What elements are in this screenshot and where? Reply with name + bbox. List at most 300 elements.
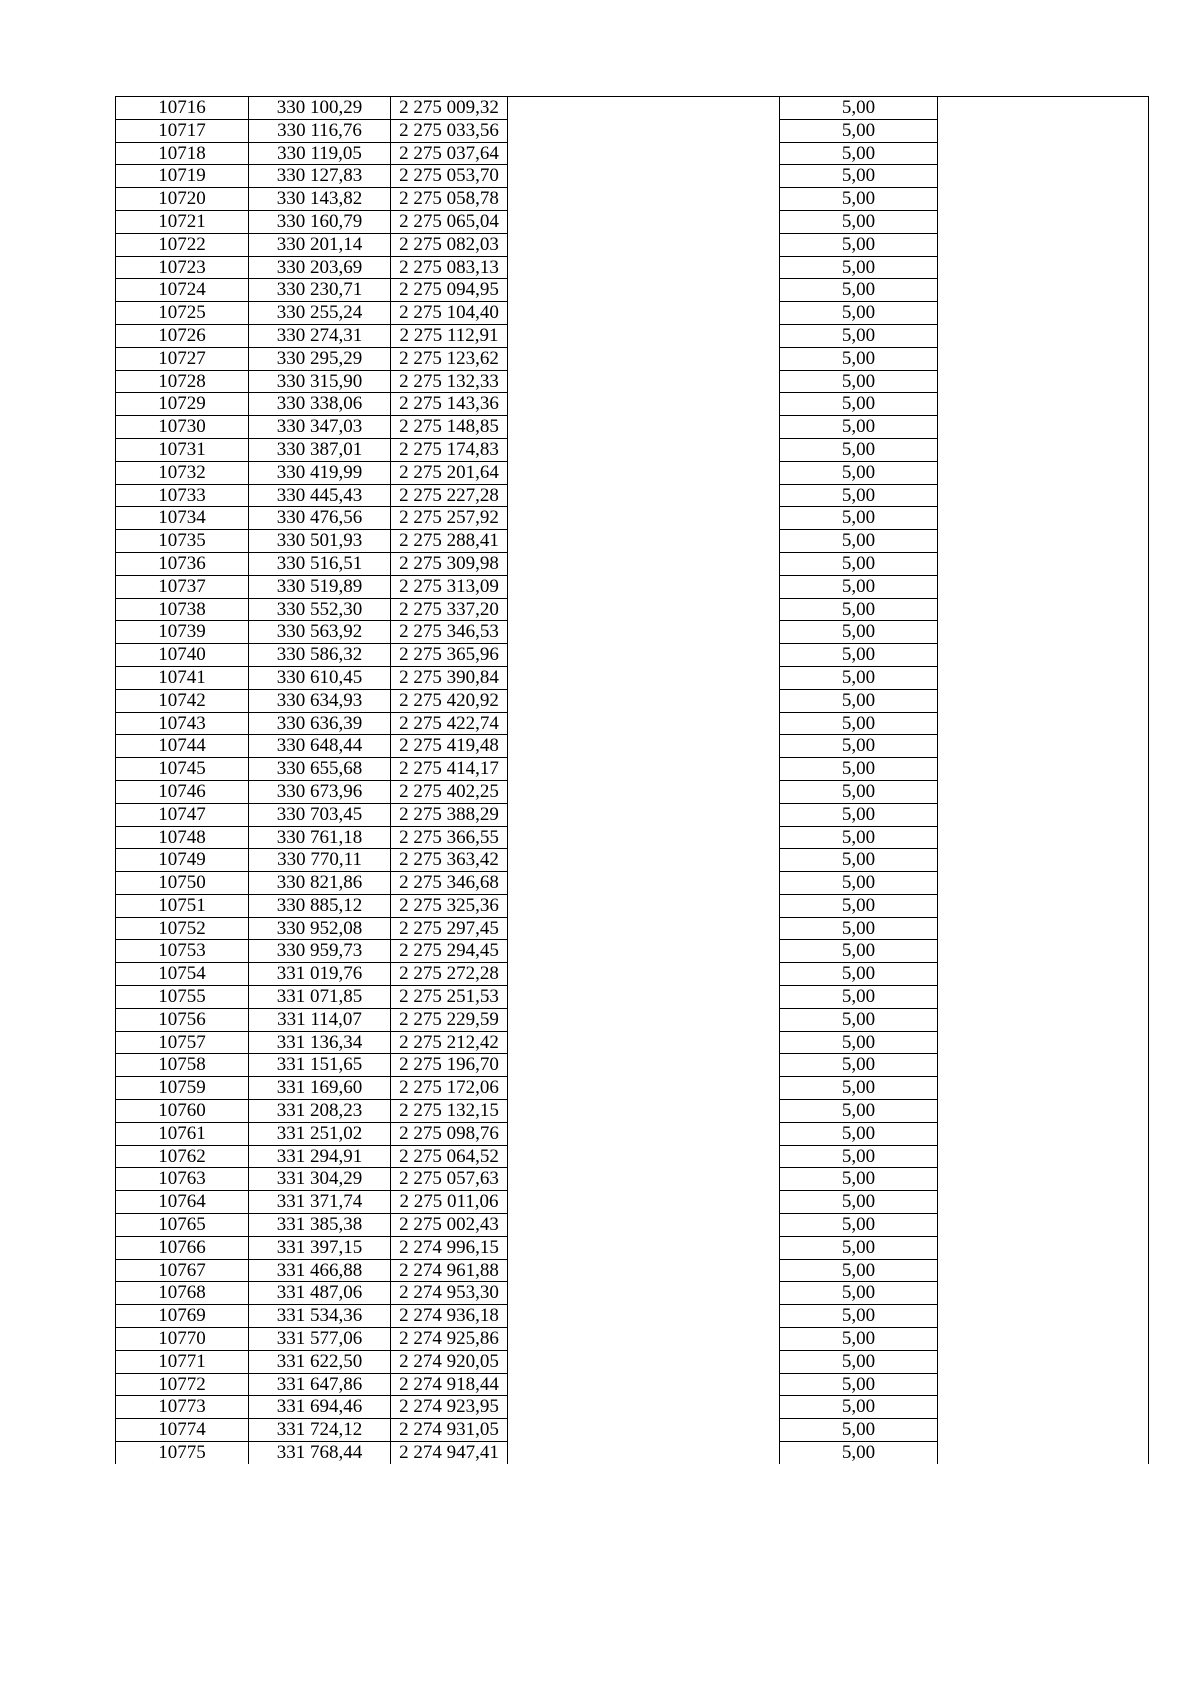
y-coordinate-cell: 2 275 011,06: [391, 1191, 508, 1214]
point-number-cell: 10748: [116, 826, 249, 849]
y-coordinate-cell: 2 275 388,29: [391, 803, 508, 826]
x-coordinate-cell: 330 648,44: [249, 735, 391, 758]
point-number-cell: 10728: [116, 370, 249, 393]
value-cell: 5,00: [780, 621, 938, 644]
x-coordinate-cell: 330 347,03: [249, 416, 391, 439]
value-cell: 5,00: [780, 461, 938, 484]
table-row: [116, 1419, 1149, 1442]
table-row: [116, 712, 1149, 735]
y-coordinate-cell: 2 275 297,45: [391, 917, 508, 940]
table-row: [116, 347, 1149, 370]
extra-cell: [938, 1259, 1149, 1282]
table-row: [116, 142, 1149, 165]
value-cell: 5,00: [780, 347, 938, 370]
extra-cell: [938, 552, 1149, 575]
value-cell: 5,00: [780, 894, 938, 917]
point-number-cell: 10762: [116, 1145, 249, 1168]
y-coordinate-cell: 2 275 094,95: [391, 279, 508, 302]
x-coordinate-cell: 331 294,91: [249, 1145, 391, 1168]
x-coordinate-cell: 331 622,50: [249, 1350, 391, 1373]
extra-cell: [938, 119, 1149, 142]
note-cell: [508, 256, 780, 279]
extra-cell: [938, 461, 1149, 484]
table-row: [116, 97, 1149, 120]
x-coordinate-cell: 331 019,76: [249, 963, 391, 986]
y-coordinate-cell: 2 275 309,98: [391, 552, 508, 575]
table-row: [116, 416, 1149, 439]
value-cell: 5,00: [780, 1191, 938, 1214]
point-number-cell: 10772: [116, 1373, 249, 1396]
y-coordinate-cell: 2 275 037,64: [391, 142, 508, 165]
extra-cell: [938, 416, 1149, 439]
note-cell: [508, 1259, 780, 1282]
table-row: [116, 1191, 1149, 1214]
note-cell: [508, 940, 780, 963]
note-cell: [508, 917, 780, 940]
point-number-cell: 10723: [116, 256, 249, 279]
extra-cell: [938, 621, 1149, 644]
y-coordinate-cell: 2 275 272,28: [391, 963, 508, 986]
note-cell: [508, 484, 780, 507]
value-cell: 5,00: [780, 302, 938, 325]
y-coordinate-cell: 2 275 112,91: [391, 324, 508, 347]
y-coordinate-cell: 2 275 365,96: [391, 644, 508, 667]
point-number-cell: 10754: [116, 963, 249, 986]
x-coordinate-cell: 330 563,92: [249, 621, 391, 644]
table-row: [116, 894, 1149, 917]
y-coordinate-cell: 2 275 172,06: [391, 1077, 508, 1100]
extra-cell: [938, 1145, 1149, 1168]
point-number-cell: 10769: [116, 1305, 249, 1328]
point-number-cell: 10740: [116, 644, 249, 667]
y-coordinate-cell: 2 274 918,44: [391, 1373, 508, 1396]
y-coordinate-cell: 2 275 346,53: [391, 621, 508, 644]
extra-cell: [938, 1282, 1149, 1305]
table-row: [116, 484, 1149, 507]
note-cell: [508, 370, 780, 393]
x-coordinate-cell: 330 770,11: [249, 849, 391, 872]
value-cell: 5,00: [780, 1122, 938, 1145]
value-cell: 5,00: [780, 917, 938, 940]
note-cell: [508, 1419, 780, 1442]
note-cell: [508, 894, 780, 917]
point-number-cell: 10750: [116, 872, 249, 895]
value-cell: 5,00: [780, 484, 938, 507]
x-coordinate-cell: 331 371,74: [249, 1191, 391, 1214]
table-row: [116, 1236, 1149, 1259]
y-coordinate-cell: 2 274 923,95: [391, 1396, 508, 1419]
table-row: [116, 758, 1149, 781]
y-coordinate-cell: 2 275 132,15: [391, 1100, 508, 1123]
extra-cell: [938, 1236, 1149, 1259]
value-cell: 5,00: [780, 598, 938, 621]
note-cell: [508, 302, 780, 325]
x-coordinate-cell: 330 201,14: [249, 233, 391, 256]
x-coordinate-cell: 330 160,79: [249, 210, 391, 233]
x-coordinate-cell: 330 445,43: [249, 484, 391, 507]
table-row: [116, 803, 1149, 826]
x-coordinate-cell: 331 397,15: [249, 1236, 391, 1259]
value-cell: 5,00: [780, 1282, 938, 1305]
value-cell: 5,00: [780, 416, 938, 439]
note-cell: [508, 530, 780, 553]
coordinates-table: [115, 96, 1149, 1464]
value-cell: 5,00: [780, 1396, 938, 1419]
x-coordinate-cell: 330 230,71: [249, 279, 391, 302]
table-row: [116, 986, 1149, 1009]
point-number-cell: 10749: [116, 849, 249, 872]
value-cell: 5,00: [780, 712, 938, 735]
table-row: [116, 324, 1149, 347]
y-coordinate-cell: 2 274 996,15: [391, 1236, 508, 1259]
value-cell: 5,00: [780, 963, 938, 986]
extra-cell: [938, 917, 1149, 940]
extra-cell: [938, 803, 1149, 826]
y-coordinate-cell: 2 274 953,30: [391, 1282, 508, 1305]
point-number-cell: 10774: [116, 1419, 249, 1442]
extra-cell: [938, 1442, 1149, 1464]
x-coordinate-cell: 331 071,85: [249, 986, 391, 1009]
note-cell: [508, 507, 780, 530]
y-coordinate-cell: 2 275 148,85: [391, 416, 508, 439]
note-cell: [508, 1442, 780, 1464]
point-number-cell: 10751: [116, 894, 249, 917]
table-row: [116, 872, 1149, 895]
x-coordinate-cell: 330 516,51: [249, 552, 391, 575]
extra-cell: [938, 188, 1149, 211]
y-coordinate-cell: 2 275 363,42: [391, 849, 508, 872]
value-cell: 5,00: [780, 1259, 938, 1282]
extra-cell: [938, 1214, 1149, 1237]
note-cell: [508, 1396, 780, 1419]
x-coordinate-cell: 330 952,08: [249, 917, 391, 940]
y-coordinate-cell: 2 274 920,05: [391, 1350, 508, 1373]
point-number-cell: 10764: [116, 1191, 249, 1214]
extra-cell: [938, 735, 1149, 758]
y-coordinate-cell: 2 275 251,53: [391, 986, 508, 1009]
extra-cell: [938, 507, 1149, 530]
x-coordinate-cell: 330 636,39: [249, 712, 391, 735]
table-row: [116, 917, 1149, 940]
note-cell: [508, 1373, 780, 1396]
table-row: [116, 1031, 1149, 1054]
note-cell: [508, 119, 780, 142]
y-coordinate-cell: 2 275 366,55: [391, 826, 508, 849]
value-cell: 5,00: [780, 826, 938, 849]
extra-cell: [938, 347, 1149, 370]
point-number-cell: 10746: [116, 780, 249, 803]
x-coordinate-cell: 330 501,93: [249, 530, 391, 553]
y-coordinate-cell: 2 275 313,09: [391, 575, 508, 598]
y-coordinate-cell: 2 275 390,84: [391, 666, 508, 689]
point-number-cell: 10734: [116, 507, 249, 530]
y-coordinate-cell: 2 275 053,70: [391, 165, 508, 188]
note-cell: [508, 1168, 780, 1191]
value-cell: 5,00: [780, 165, 938, 188]
point-number-cell: 10720: [116, 188, 249, 211]
point-number-cell: 10743: [116, 712, 249, 735]
value-cell: 5,00: [780, 758, 938, 781]
point-number-cell: 10770: [116, 1328, 249, 1351]
value-cell: 5,00: [780, 644, 938, 667]
x-coordinate-cell: 331 466,88: [249, 1259, 391, 1282]
table-row: [116, 1259, 1149, 1282]
extra-cell: [938, 963, 1149, 986]
value-cell: 5,00: [780, 689, 938, 712]
table-row: [116, 689, 1149, 712]
x-coordinate-cell: 330 274,31: [249, 324, 391, 347]
extra-cell: [938, 644, 1149, 667]
x-coordinate-cell: 331 577,06: [249, 1328, 391, 1351]
value-cell: 5,00: [780, 780, 938, 803]
extra-cell: [938, 1168, 1149, 1191]
extra-cell: [938, 97, 1149, 120]
extra-cell: [938, 1008, 1149, 1031]
extra-cell: [938, 1031, 1149, 1054]
y-coordinate-cell: 2 275 009,32: [391, 97, 508, 120]
note-cell: [508, 1191, 780, 1214]
note-cell: [508, 279, 780, 302]
x-coordinate-cell: 331 151,65: [249, 1054, 391, 1077]
point-number-cell: 10742: [116, 689, 249, 712]
note-cell: [508, 826, 780, 849]
note-cell: [508, 97, 780, 120]
y-coordinate-cell: 2 275 414,17: [391, 758, 508, 781]
value-cell: 5,00: [780, 279, 938, 302]
extra-cell: [938, 393, 1149, 416]
note-cell: [508, 758, 780, 781]
x-coordinate-cell: 331 136,34: [249, 1031, 391, 1054]
note-cell: [508, 347, 780, 370]
y-coordinate-cell: 2 275 033,56: [391, 119, 508, 142]
x-coordinate-cell: 331 114,07: [249, 1008, 391, 1031]
point-number-cell: 10768: [116, 1282, 249, 1305]
point-number-cell: 10760: [116, 1100, 249, 1123]
point-number-cell: 10737: [116, 575, 249, 598]
value-cell: 5,00: [780, 940, 938, 963]
point-number-cell: 10722: [116, 233, 249, 256]
table-row: [116, 598, 1149, 621]
table-row: [116, 302, 1149, 325]
x-coordinate-cell: 330 519,89: [249, 575, 391, 598]
extra-cell: [938, 780, 1149, 803]
table-row: [116, 507, 1149, 530]
table-row: [116, 1100, 1149, 1123]
value-cell: 5,00: [780, 872, 938, 895]
note-cell: [508, 416, 780, 439]
extra-cell: [938, 142, 1149, 165]
x-coordinate-cell: 331 768,44: [249, 1442, 391, 1464]
y-coordinate-cell: 2 274 925,86: [391, 1328, 508, 1351]
point-number-cell: 10730: [116, 416, 249, 439]
table-row: [116, 165, 1149, 188]
x-coordinate-cell: 330 673,96: [249, 780, 391, 803]
y-coordinate-cell: 2 275 337,20: [391, 598, 508, 621]
value-cell: 5,00: [780, 1236, 938, 1259]
x-coordinate-cell: 330 761,18: [249, 826, 391, 849]
value-cell: 5,00: [780, 803, 938, 826]
point-number-cell: 10763: [116, 1168, 249, 1191]
extra-cell: [938, 1100, 1149, 1123]
extra-cell: [938, 1305, 1149, 1328]
point-number-cell: 10765: [116, 1214, 249, 1237]
extra-cell: [938, 826, 1149, 849]
value-cell: 5,00: [780, 1305, 938, 1328]
table-row: [116, 1350, 1149, 1373]
value-cell: 5,00: [780, 1031, 938, 1054]
table-row: [116, 370, 1149, 393]
value-cell: 5,00: [780, 256, 938, 279]
point-number-cell: 10735: [116, 530, 249, 553]
note-cell: [508, 986, 780, 1009]
extra-cell: [938, 233, 1149, 256]
extra-cell: [938, 279, 1149, 302]
extra-cell: [938, 370, 1149, 393]
note-cell: [508, 1122, 780, 1145]
table-row: [116, 1305, 1149, 1328]
x-coordinate-cell: 330 586,32: [249, 644, 391, 667]
extra-cell: [938, 530, 1149, 553]
y-coordinate-cell: 2 275 201,64: [391, 461, 508, 484]
note-cell: [508, 644, 780, 667]
extra-cell: [938, 1328, 1149, 1351]
value-cell: 5,00: [780, 1442, 938, 1464]
note-cell: [508, 461, 780, 484]
note-cell: [508, 780, 780, 803]
y-coordinate-cell: 2 275 064,52: [391, 1145, 508, 1168]
table-row: [116, 279, 1149, 302]
x-coordinate-cell: 331 385,38: [249, 1214, 391, 1237]
y-coordinate-cell: 2 275 346,68: [391, 872, 508, 895]
table-row: [116, 963, 1149, 986]
table-row: [116, 1282, 1149, 1305]
value-cell: 5,00: [780, 530, 938, 553]
y-coordinate-cell: 2 275 196,70: [391, 1054, 508, 1077]
note-cell: [508, 1100, 780, 1123]
point-number-cell: 10741: [116, 666, 249, 689]
value-cell: 5,00: [780, 575, 938, 598]
point-number-cell: 10753: [116, 940, 249, 963]
note-cell: [508, 1008, 780, 1031]
y-coordinate-cell: 2 274 947,41: [391, 1442, 508, 1464]
y-coordinate-cell: 2 274 936,18: [391, 1305, 508, 1328]
point-number-cell: 10759: [116, 1077, 249, 1100]
extra-cell: [938, 894, 1149, 917]
y-coordinate-cell: 2 275 325,36: [391, 894, 508, 917]
point-number-cell: 10775: [116, 1442, 249, 1464]
y-coordinate-cell: 2 275 002,43: [391, 1214, 508, 1237]
note-cell: [508, 735, 780, 758]
note-cell: [508, 575, 780, 598]
extra-cell: [938, 575, 1149, 598]
extra-cell: [938, 1419, 1149, 1442]
x-coordinate-cell: 331 487,06: [249, 1282, 391, 1305]
extra-cell: [938, 598, 1149, 621]
x-coordinate-cell: 331 724,12: [249, 1419, 391, 1442]
point-number-cell: 10757: [116, 1031, 249, 1054]
note-cell: [508, 438, 780, 461]
extra-cell: [938, 1350, 1149, 1373]
extra-cell: [938, 1122, 1149, 1145]
y-coordinate-cell: 2 275 420,92: [391, 689, 508, 712]
extra-cell: [938, 712, 1149, 735]
x-coordinate-cell: 330 100,29: [249, 97, 391, 120]
x-coordinate-cell: 330 703,45: [249, 803, 391, 826]
y-coordinate-cell: 2 275 123,62: [391, 347, 508, 370]
table-row: [116, 1145, 1149, 1168]
value-cell: 5,00: [780, 97, 938, 120]
x-coordinate-cell: 330 315,90: [249, 370, 391, 393]
y-coordinate-cell: 2 275 082,03: [391, 233, 508, 256]
x-coordinate-cell: 331 304,29: [249, 1168, 391, 1191]
point-number-cell: 10724: [116, 279, 249, 302]
value-cell: 5,00: [780, 849, 938, 872]
x-coordinate-cell: 331 208,23: [249, 1100, 391, 1123]
point-number-cell: 10766: [116, 1236, 249, 1259]
table-row: [116, 1396, 1149, 1419]
point-number-cell: 10719: [116, 165, 249, 188]
table-row: [116, 1442, 1149, 1464]
note-cell: [508, 142, 780, 165]
y-coordinate-cell: 2 275 294,45: [391, 940, 508, 963]
table-row: [116, 1077, 1149, 1100]
note-cell: [508, 598, 780, 621]
x-coordinate-cell: 330 119,05: [249, 142, 391, 165]
point-number-cell: 10747: [116, 803, 249, 826]
note-cell: [508, 1054, 780, 1077]
extra-cell: [938, 484, 1149, 507]
extra-cell: [938, 1077, 1149, 1100]
note-cell: [508, 803, 780, 826]
point-number-cell: 10721: [116, 210, 249, 233]
value-cell: 5,00: [780, 1419, 938, 1442]
y-coordinate-cell: 2 274 961,88: [391, 1259, 508, 1282]
extra-cell: [938, 1054, 1149, 1077]
extra-cell: [938, 165, 1149, 188]
extra-cell: [938, 689, 1149, 712]
x-coordinate-cell: 330 116,76: [249, 119, 391, 142]
value-cell: 5,00: [780, 1145, 938, 1168]
value-cell: 5,00: [780, 142, 938, 165]
value-cell: 5,00: [780, 119, 938, 142]
note-cell: [508, 1282, 780, 1305]
x-coordinate-cell: 330 143,82: [249, 188, 391, 211]
point-number-cell: 10718: [116, 142, 249, 165]
x-coordinate-cell: 331 647,86: [249, 1373, 391, 1396]
table-row: [116, 1122, 1149, 1145]
y-coordinate-cell: 2 275 402,25: [391, 780, 508, 803]
table-row: [116, 849, 1149, 872]
note-cell: [508, 689, 780, 712]
table-row: [116, 1328, 1149, 1351]
note-cell: [508, 849, 780, 872]
table-row: [116, 644, 1149, 667]
value-cell: 5,00: [780, 666, 938, 689]
x-coordinate-cell: 330 885,12: [249, 894, 391, 917]
extra-cell: [938, 438, 1149, 461]
x-coordinate-cell: 330 476,56: [249, 507, 391, 530]
note-cell: [508, 712, 780, 735]
point-number-cell: 10738: [116, 598, 249, 621]
x-coordinate-cell: 331 534,36: [249, 1305, 391, 1328]
y-coordinate-cell: 2 275 419,48: [391, 735, 508, 758]
note-cell: [508, 1214, 780, 1237]
x-coordinate-cell: 330 255,24: [249, 302, 391, 325]
point-number-cell: 10758: [116, 1054, 249, 1077]
table-row: [116, 393, 1149, 416]
point-number-cell: 10773: [116, 1396, 249, 1419]
value-cell: 5,00: [780, 1214, 938, 1237]
